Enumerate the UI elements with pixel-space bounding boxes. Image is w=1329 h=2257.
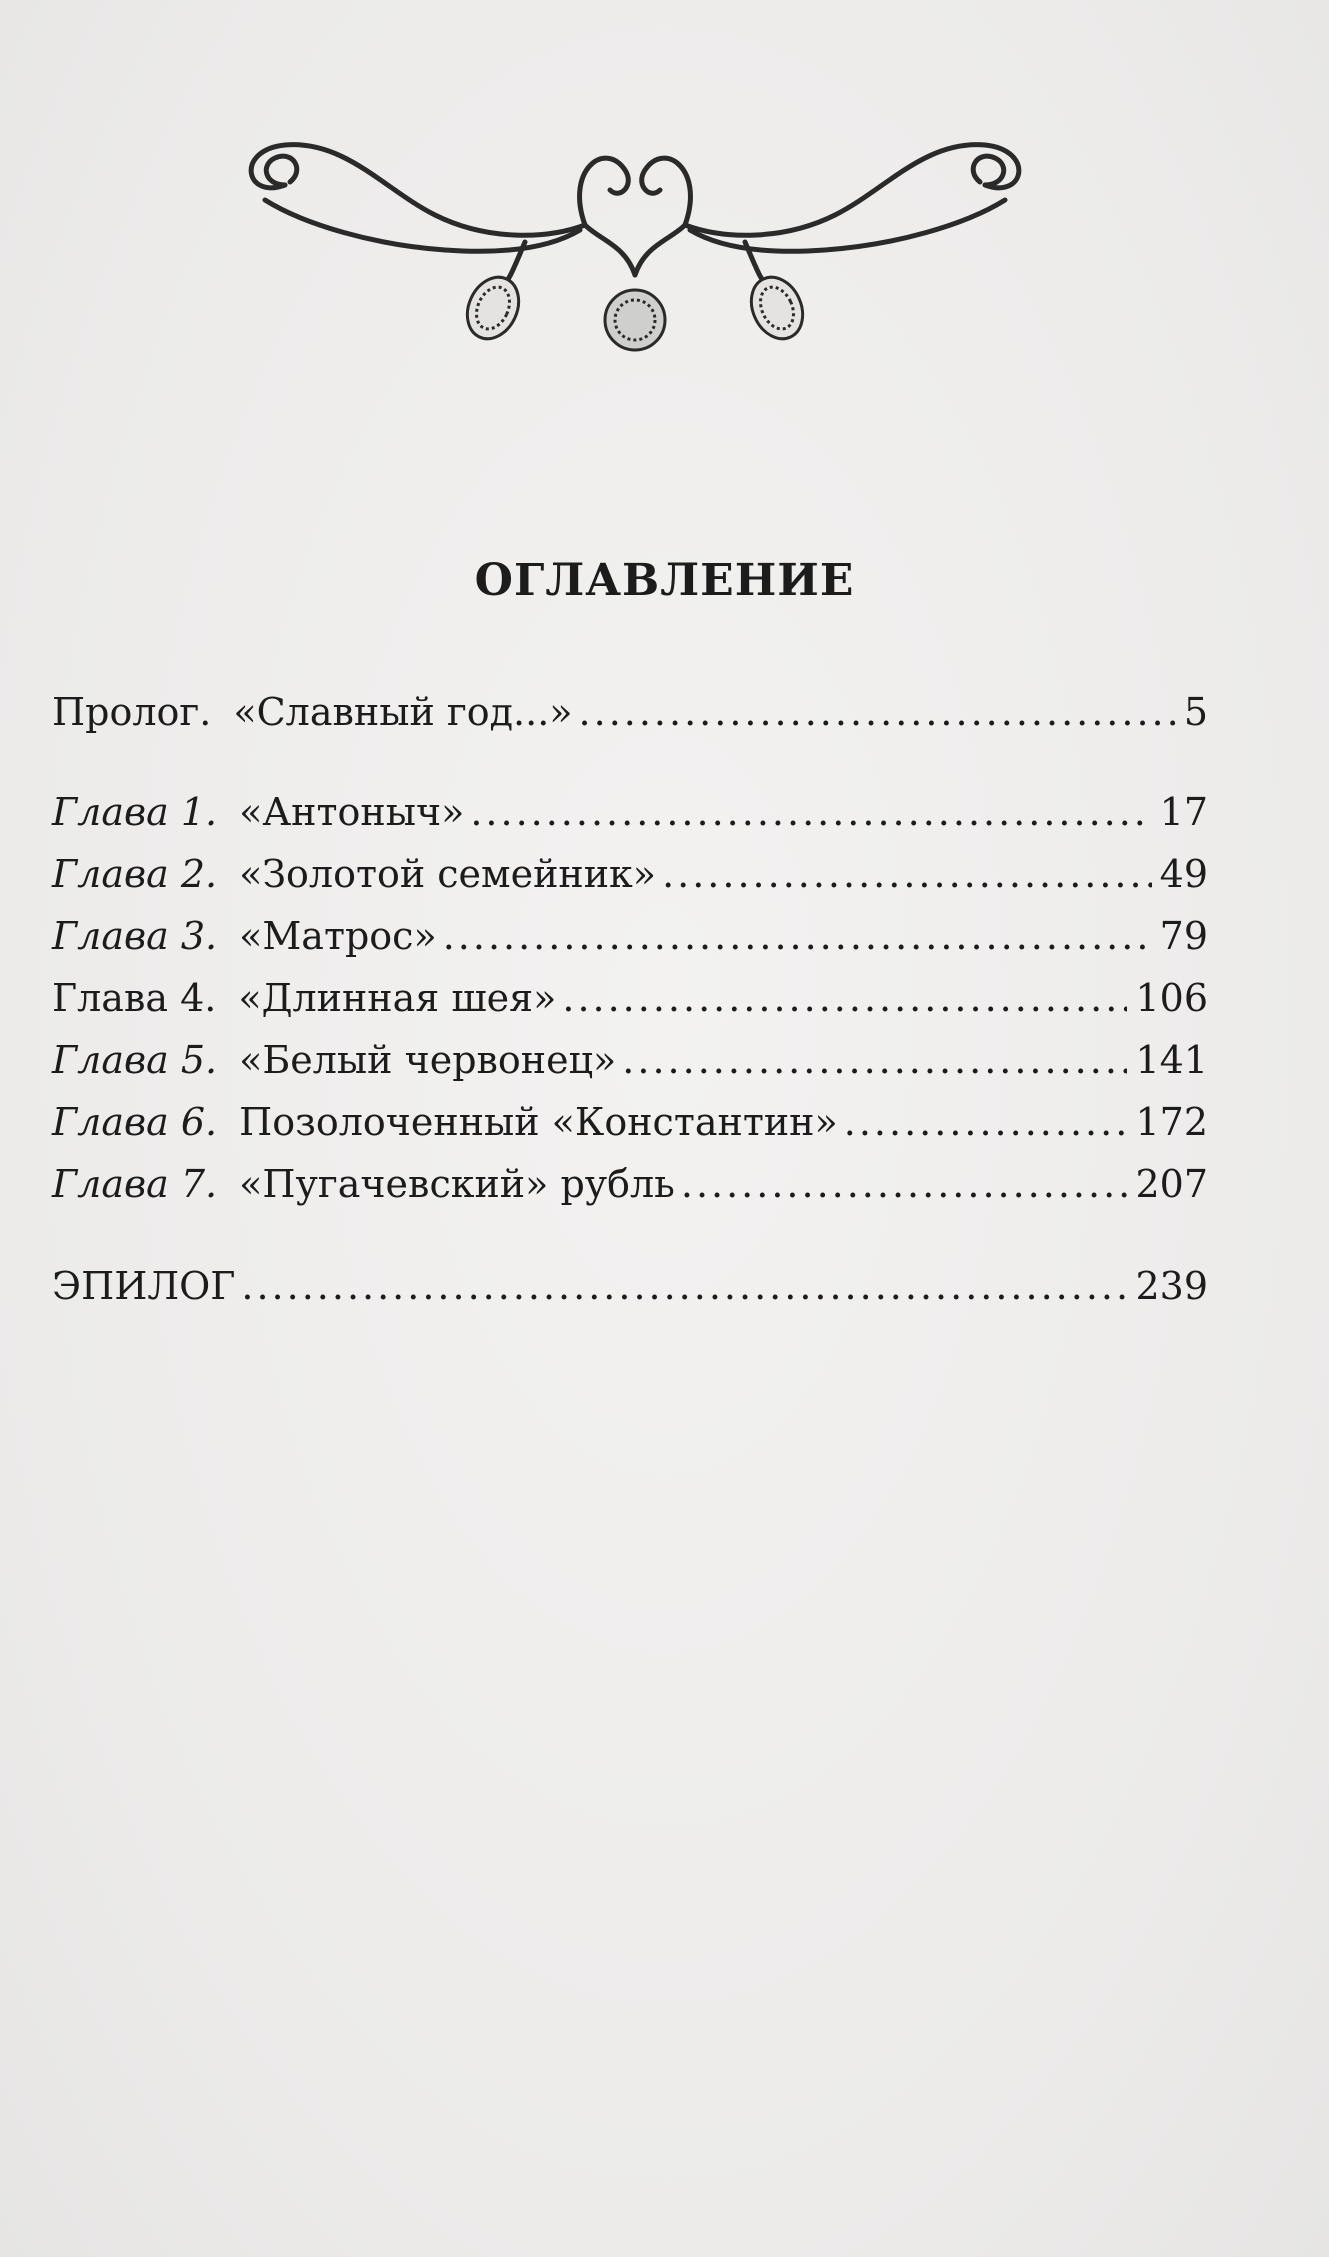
toc-page-number: 49 <box>1159 852 1208 896</box>
toc-chapter-label: Глава 2. <box>52 852 218 896</box>
toc-entry-title: ЭПИЛОГ <box>52 1264 236 1308</box>
toc-chapter-label: Глава 7. <box>52 1162 218 1206</box>
toc-page-number: 207 <box>1135 1162 1208 1206</box>
toc-entry-prologue <box>52 690 1208 752</box>
toc-entry-chapter-6 <box>52 1100 1208 1162</box>
table-of-contents <box>52 690 1208 1326</box>
toc-entry-title: Позолоченный «Константин» <box>239 1100 838 1144</box>
toc-leader-dots <box>622 1038 1127 1082</box>
toc-entry-title: «Пугачевский» рубль <box>239 1162 675 1206</box>
toc-entry-epilogue <box>52 1264 1208 1326</box>
toc-chapter-label: Пролог. <box>52 690 212 734</box>
toc-entry-chapter-4 <box>52 976 1208 1038</box>
toc-leader-dots <box>662 852 1152 896</box>
toc-entry-title: «Антоныч» <box>239 790 465 834</box>
toc-page-number: 17 <box>1159 790 1208 834</box>
toc-leader-dots <box>443 914 1152 958</box>
toc-chapter-label: Глава 6. <box>52 1100 218 1144</box>
toc-entry-chapter-7 <box>52 1162 1208 1224</box>
toc-leader-dots <box>681 1162 1128 1206</box>
toc-leader-dots <box>579 690 1176 734</box>
toc-page-number: 172 <box>1135 1100 1208 1144</box>
toc-chapter-label: Глава 3. <box>52 914 218 958</box>
toc-leader-dots <box>241 1264 1127 1308</box>
toc-leader-dots <box>562 976 1127 1020</box>
toc-entry-chapter-5 <box>52 1038 1208 1100</box>
toc-entry-chapter-1 <box>52 790 1208 852</box>
toc-entry-title: «Матрос» <box>239 914 437 958</box>
page-title: ОГЛАВЛЕНИЕ <box>474 555 855 606</box>
toc-entry-title: «Золотой семейник» <box>239 852 657 896</box>
toc-page-number: 79 <box>1159 914 1208 958</box>
toc-entry-title: «Славный год...» <box>233 690 573 734</box>
toc-leader-dots <box>470 790 1151 834</box>
toc-entry-chapter-2 <box>52 852 1208 914</box>
toc-chapter-label: Глава 1. <box>52 790 218 834</box>
toc-chapter-label: Глава 5. <box>52 1038 218 1082</box>
toc-page-number: 141 <box>1135 1038 1208 1082</box>
toc-page-number: 5 <box>1183 690 1208 734</box>
toc-entry-title: «Белый червонец» <box>239 1038 617 1082</box>
toc-chapter-label: Глава 4. <box>52 976 217 1020</box>
toc-page-number: 106 <box>1135 976 1208 1020</box>
toc-leader-dots <box>844 1100 1128 1144</box>
scroll-ornament-with-coins-icon <box>225 130 1045 370</box>
toc-entry-chapter-3 <box>52 914 1208 976</box>
toc-entry-title: «Длинная шея» <box>238 976 557 1020</box>
toc-page-number: 239 <box>1135 1264 1208 1308</box>
